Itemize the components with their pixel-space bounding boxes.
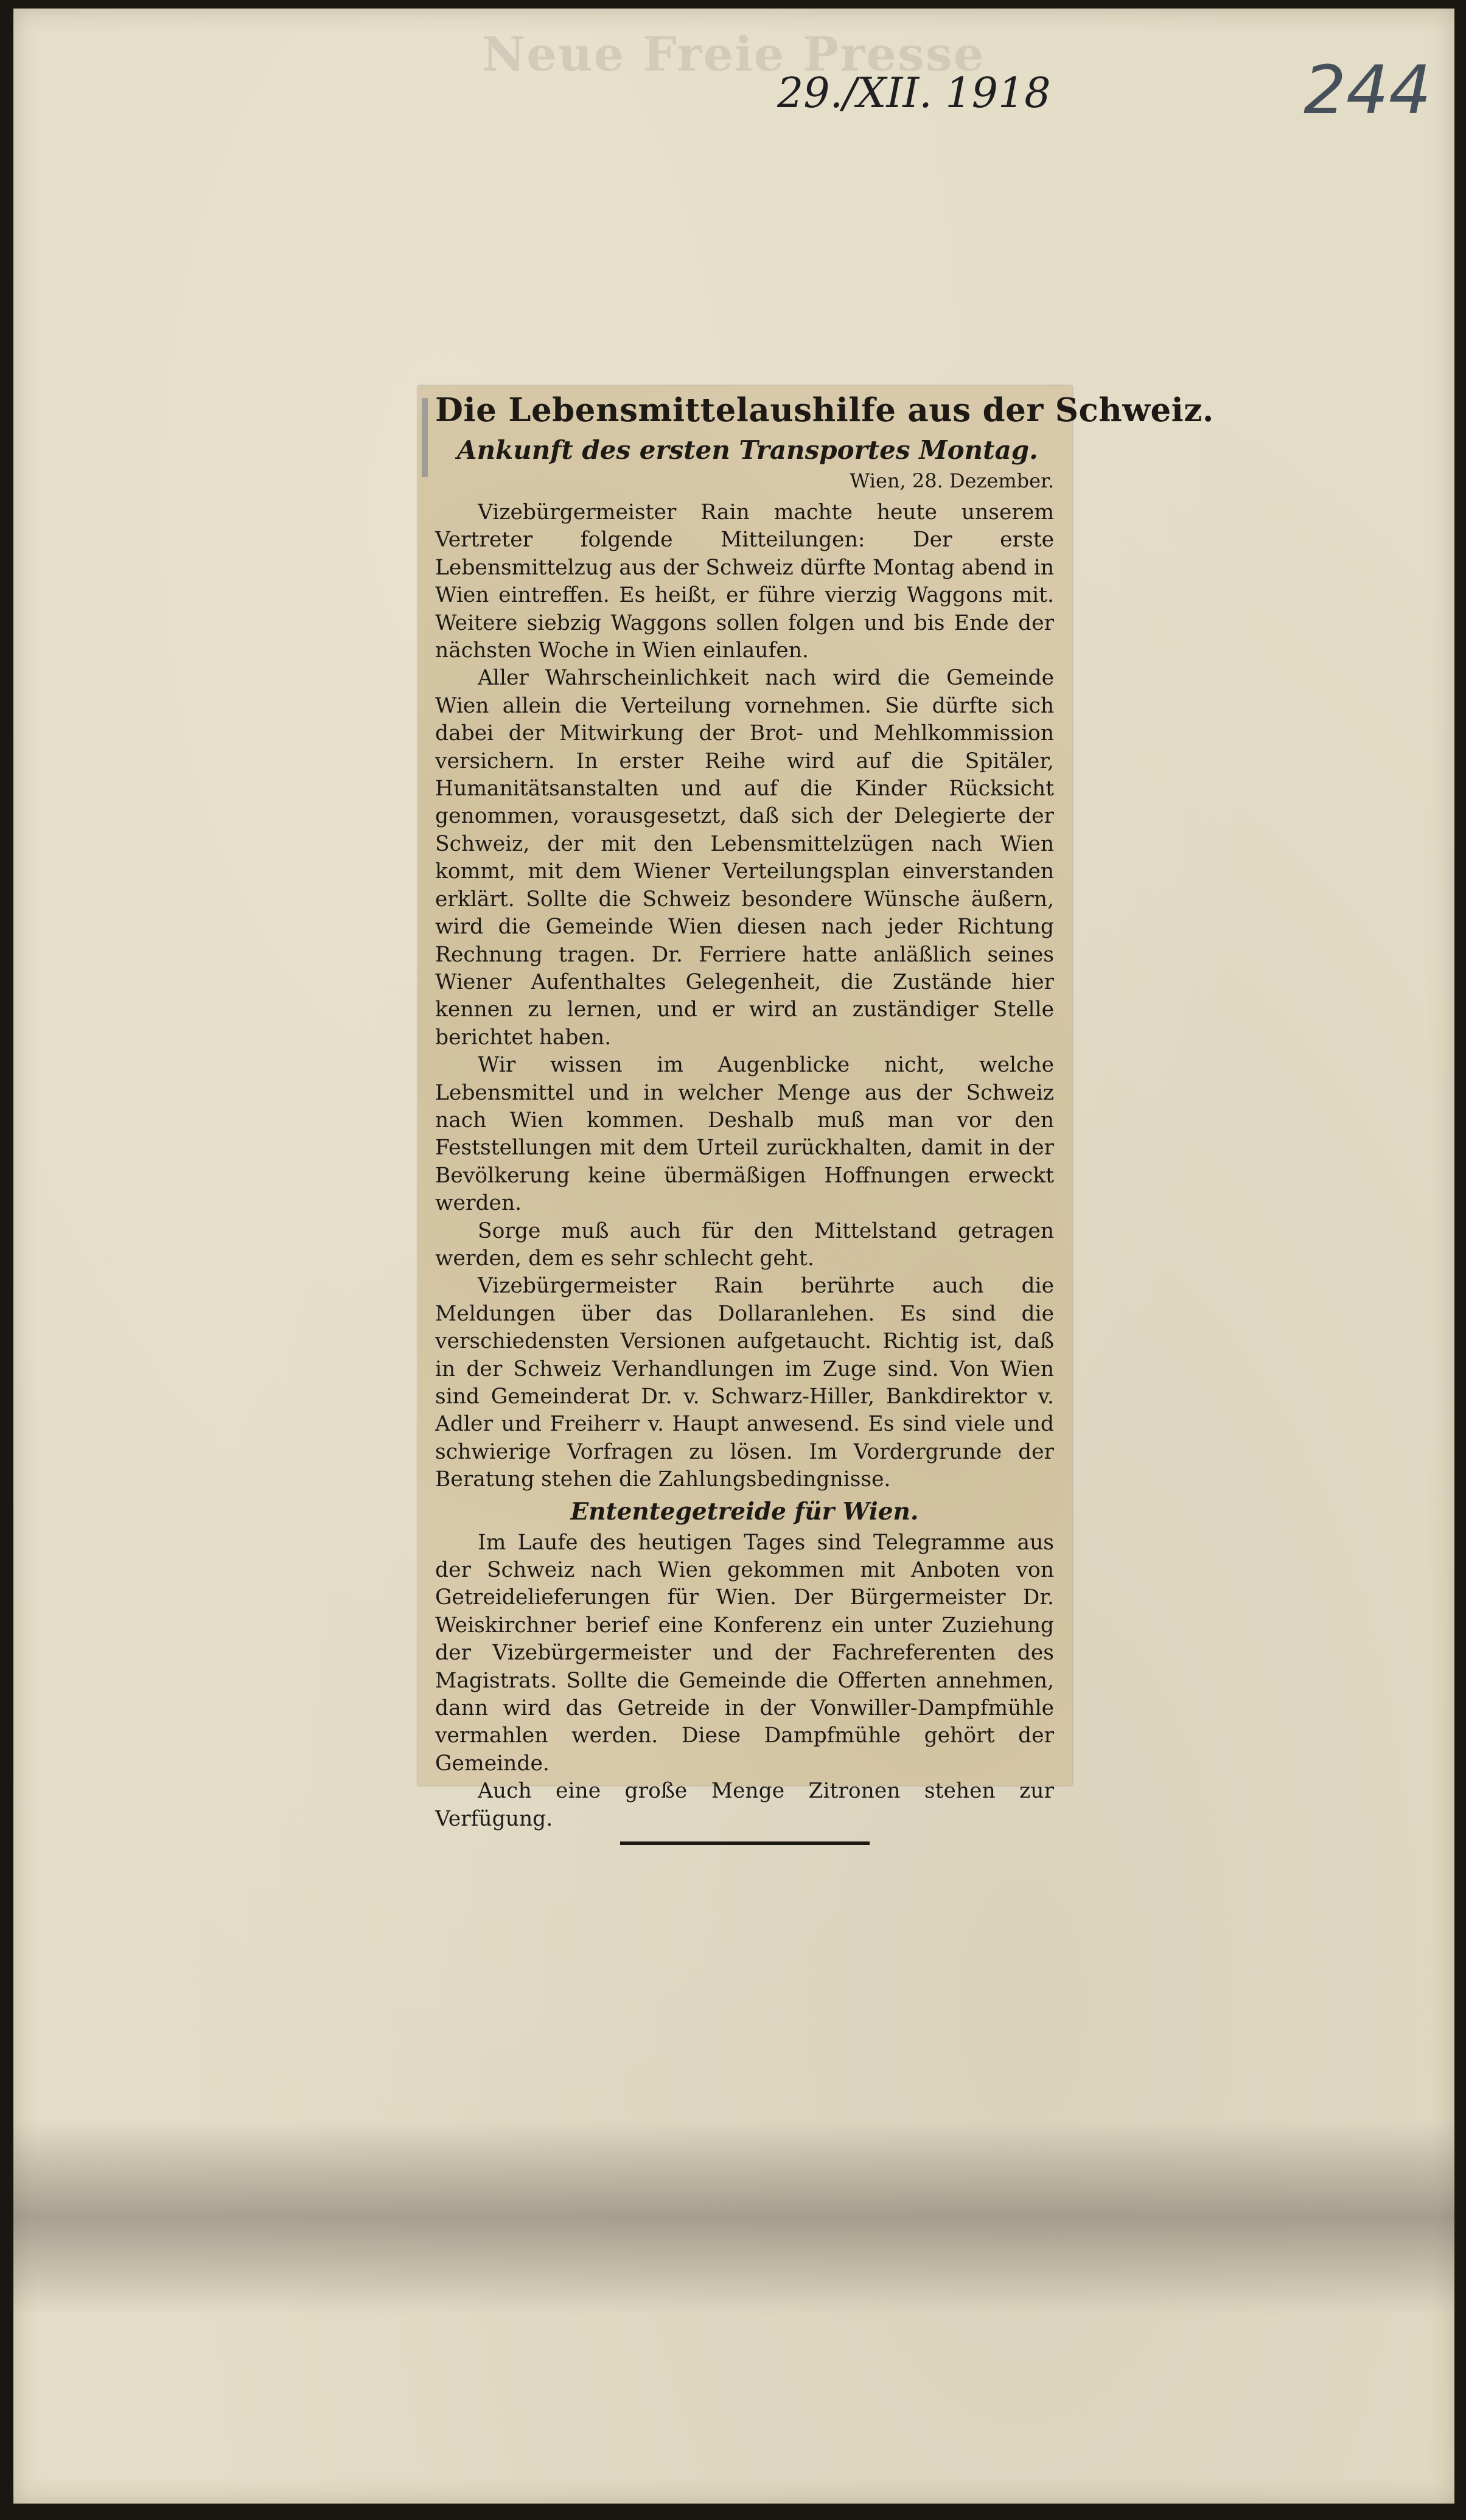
newspaper-stamp: Neue Freie Presse xyxy=(482,27,985,82)
section-paragraph: Im Laufe des heutigen Tages sind Telegramme aus der Schweiz nach Wien gekommen mit Anboten von Getreidelieferungen für Wien. Der Bürgermeister Dr. Weiskirchner berief eine Konferenz ein unter Zuziehung der Vizebürgermeister und der Fachreferenten des Magistrats. Sollte die Gemeinde die Offerten annehmen, dann wird das Getreide in der Vonwiller-Dampfmühle vermahlen werden. Diese Dampfmühle gehört der Gemeinde. xyxy=(435,1530,1054,1776)
fold-shadow xyxy=(13,2120,1454,2315)
pencil-margin-mark xyxy=(422,398,428,477)
handwritten-date: 29./XII. 1918 xyxy=(777,69,1051,117)
article-paragraph: Vizebürgermeister Rain machte heute unserem Vertreter folgende Mitteilungen: Der erste Lebensmittelzug aus der Schweiz dürfte Montag abend in Wien eintreffen. Es heißt, er führe vierzig Waggons mit. Weitere siebzig Waggons sollen folgen und bis Ende der nächsten Woche in Wien einlaufen. xyxy=(435,500,1054,663)
article-paragraph: Wir wissen im Augenblicke nicht, welche Lebensmittel und in welcher Menge aus der Schweiz nach Wien kommen. Deshalb muß man vor den Feststellungen mit dem Urteil zurückhalten, damit in der Bevölkerung keine übermäßigen Hoffnungen erweckt werden. xyxy=(435,1053,1054,1216)
end-rule xyxy=(620,1841,870,1845)
article-paragraph: Aller Wahrscheinlichkeit nach wird die Gemeinde Wien allein die Verteilung vornehmen. Sie dürfte sich dabei der Mitwirkung der Brot- und Mehlkommission versichern. In erster Reihe wird auf die Spitäler, Humanitätsanstalten und auf die Kinder Rücksicht genommen, vorausgesetzt, daß sich der Delegierte der Schweiz, der mit den Lebensmittelzügen nach Wien kommt, mit dem Wiener Verteilungsplan einverstanden erklärt. Sollte die Schweiz besondere Wünsche äußern, wird die Gemeinde Wien diesen nach jeder Richtung Rechnung tragen. Dr. Ferriere hatte anläßlich seines Wiener Aufenthaltes Gelegenheit, die Zustände hier kennen zu lernen, und er wird an zuständiger Stelle berichtet haben. xyxy=(435,666,1054,1050)
archive-sheet xyxy=(13,9,1454,2504)
article-subheadline: Ankunft des ersten Transportes Montag. xyxy=(457,435,1038,465)
article-dateline: Wien, 28. Dezember. xyxy=(850,469,1054,492)
newspaper-clipping xyxy=(418,386,1214,1831)
section-paragraph: Auch eine große Menge Zitronen stehen zur Verfügung. xyxy=(435,1779,1054,1831)
article-paragraph: Sorge muß auch für den Mittelstand getragen werden, dem es sehr schlecht geht. xyxy=(435,1218,1054,1271)
article-headline: Die Lebensmittelaushilfe aus der Schweiz. xyxy=(435,391,1214,429)
article-paragraph: Vizebürgermeister Rain berührte auch die Meldungen über das Dollaranlehen. Es sind die verschiedensten Versionen aufgetaucht. Richtig ist, daß in der Schweiz Verhandlungen im Zuge sind. Von Wien sind Gemeinderat Dr. v. Schwarz-Hiller, Bankdirektor v. Adler und Freiherr v. Haupt anwesend. Es sind viele und schwierige Vorfragen zu lösen. Im Vordergrunde der Beratung stehen die Zahlungsbedingnisse. xyxy=(435,1274,1054,1492)
section-heading: Ententegetreide für Wien. xyxy=(570,1497,919,1526)
page-number: 244 xyxy=(1304,51,1431,129)
